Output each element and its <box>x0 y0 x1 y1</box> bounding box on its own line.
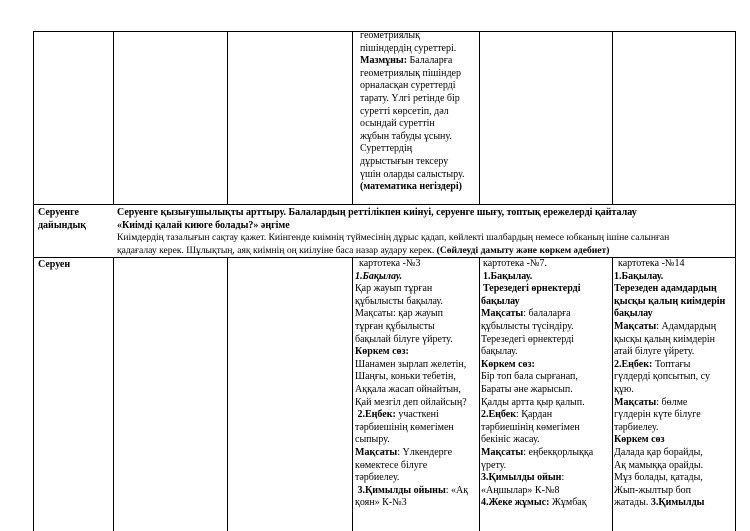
work-line <box>481 409 611 422</box>
goal-label: Мақсаты <box>355 446 398 458</box>
text-line: қоян» К-№3 <box>355 497 407 509</box>
text-line: тәрбиешінің көмегімен <box>355 421 454 433</box>
text-span: : Қардан <box>516 409 553 421</box>
goal-label: Мақсаты <box>614 320 657 332</box>
text-line: үшін оларды салыстыру. <box>360 168 465 180</box>
art-word-label: Көркем сөз: <box>481 358 535 370</box>
col-line-2b <box>227 257 228 531</box>
text-line: дұрыстығын тексеру <box>360 155 449 167</box>
text-span: : еңбекқорлыққа <box>523 446 594 458</box>
text-span: жатады. <box>614 497 649 509</box>
goal-label: Мақсаты <box>481 446 524 458</box>
card-number: картотека -№3 <box>359 258 421 269</box>
poem-line: Бір топ бала сырғанап, <box>481 371 578 383</box>
text-line: көмектесе білуге <box>355 459 428 471</box>
prep-row-content <box>117 207 737 257</box>
text-span: : Үлкендерге <box>397 446 453 458</box>
text-line: гүлдерін күте білуге <box>614 409 701 421</box>
goal-label: Мақсаты <box>481 308 524 320</box>
text-line: үрету. <box>481 459 507 471</box>
poem-line: Аққала жасап ойнайтын, <box>355 383 461 395</box>
text-line: Суреттердің <box>360 143 413 155</box>
col-line-2 <box>227 31 228 205</box>
col-line-0 <box>33 31 34 531</box>
individual-work-line <box>481 497 611 510</box>
prep-line-1: Серуенге қызығушылықты арттыру. Балалардың реттілікпен киінуі, серуенге шығу, топтық ережелерді қайталау <box>117 207 637 218</box>
text-span: Топтағы <box>652 358 691 370</box>
poem-line: Ақ мамыққа орайды. <box>614 459 704 471</box>
text-line: тарату. Үлгі ретінде бір <box>360 92 460 104</box>
text-line: сыпыру. <box>355 434 390 446</box>
walk-col6-cell <box>614 258 736 510</box>
observation-heading: 1.Бақылау. <box>355 270 403 282</box>
text-line: Терезедегі өрнектерді <box>483 283 581 295</box>
observation-heading: 1.Бақылау. <box>614 270 664 282</box>
art-word-label: Көркем сөз: <box>355 346 409 358</box>
text-line: бақылау <box>614 308 653 320</box>
col-line-4b <box>479 257 480 531</box>
content-label: Мазмұны: <box>360 55 408 67</box>
text-line: жұбын табуды ұсыну. <box>360 130 452 142</box>
prep-line-2: «Киімді қалай киюге болады?» әңгіме <box>117 219 290 231</box>
content-line: Мазмұны: Балаларға <box>360 55 453 67</box>
game-label: 3.Қимылды ойыны <box>357 484 446 496</box>
text-span: Жұмбақ <box>551 497 587 509</box>
poem-line: Бараты әне жарысып. <box>481 383 573 395</box>
game-line <box>355 485 479 498</box>
text-line: құю. <box>614 383 634 395</box>
goal-line <box>614 321 736 334</box>
goal-line <box>481 308 611 321</box>
poem-line: Жып-жылтыр боп <box>614 484 692 496</box>
work-label: 2.Еңбек <box>481 409 516 421</box>
text-line: «Аңшылар» К-№8 <box>481 484 560 496</box>
text-line: Серуенге <box>38 207 79 218</box>
text-span: : балаларға <box>523 308 571 320</box>
text-line: осындай суреттін <box>360 118 435 130</box>
poem-line: Мұз болады, қатады, <box>614 472 703 484</box>
text-line: дайындық <box>38 219 87 231</box>
text-span: қадағалау керек. Шұлықтың, аяқ киімнің оң киілуіне баса назар аудару керек. <box>117 244 435 256</box>
text-line: орналасқан суреттерді <box>360 80 456 92</box>
row-divider-1 <box>33 204 736 205</box>
prep-line-3: Киімдердің тазалығын сақтау қажет. Киінгенде киімнің түймесінің дұрыс қадап, көйлекті шалбардың немесе юбканың ішіне салынған <box>117 232 670 244</box>
poem-line: Шаңғы, коньки тебетін, <box>355 371 456 383</box>
text-line: бақылау. <box>481 346 518 358</box>
poem-line: Шанамен зырлап желетін, <box>355 358 467 370</box>
top-col4-cell <box>360 30 478 194</box>
text-span: участкені <box>398 409 439 421</box>
text-line: Серуен <box>38 259 71 270</box>
text-line: тәрбиешінің көмегімен <box>481 421 580 433</box>
col-line-4 <box>479 31 480 205</box>
col-line-3b <box>352 257 353 531</box>
text-span: : «Ақ <box>445 484 469 496</box>
poem-line: Қай мезгіл деп ойлайсың? <box>355 396 467 408</box>
text-line: Қар жауып тұрған <box>355 283 433 295</box>
text-line: тәрбиелеу. <box>355 472 400 484</box>
goal-label: Мақсаты <box>614 396 657 408</box>
text-line: құбылысты түсіндіру. <box>481 320 574 332</box>
text-line: тәрбиелеу. <box>614 421 659 433</box>
col-line-5b <box>612 257 613 531</box>
col-line-1 <box>113 31 114 205</box>
text-line: Мақсаты: қар жауып <box>355 308 444 320</box>
poem-line: Қалды артта қыр қалып. <box>481 396 585 408</box>
text-span: : Адамдардың <box>656 320 717 332</box>
poem-line: Далада қар борайды, <box>614 446 703 458</box>
goal-line <box>355 447 479 460</box>
text-line: атай білуге үйрету. <box>614 346 695 358</box>
work-line <box>614 359 736 372</box>
goal-line <box>481 447 611 460</box>
prep-subject-tag: (Сөйлеуді дамыту және көркем әдебиет) <box>436 244 610 256</box>
text-span: : <box>561 472 565 484</box>
text-span: : бөлме <box>656 396 688 408</box>
individual-work-label: 4.Жеке жұмыс: <box>481 497 550 509</box>
prep-line-4 <box>117 245 737 258</box>
work-label: 2.Еңбек: <box>614 358 653 370</box>
col-line-5 <box>612 31 613 205</box>
goal-line <box>614 397 736 410</box>
walk-col5-cell <box>481 258 611 510</box>
text-line: геометриялық <box>360 30 420 41</box>
walk-col4-cell <box>355 258 479 510</box>
text-line: бекініс жасау. <box>481 434 540 446</box>
game-label: 3.Қимылды ойын <box>481 472 562 484</box>
poem-end-line <box>614 497 736 510</box>
text-line: Терезеден адамдардың <box>614 283 717 295</box>
game-line <box>481 472 611 485</box>
prep-row-label <box>38 207 112 232</box>
text-line: қысқы қалың киімдерін <box>614 333 716 345</box>
text-line: суретті көрсетіп, дәл <box>360 105 449 117</box>
observation-heading: 1.Бақылау. <box>483 270 533 282</box>
work-label: 2.Еңбек: <box>357 409 396 421</box>
text-line: Терезедегі өрнектерді <box>481 333 574 345</box>
col-line-1b <box>113 257 114 531</box>
text-line: құбылысты бақылау. <box>355 295 443 307</box>
text-line: бақылай білуге үйрету. <box>355 333 453 345</box>
card-number: картотека -№7. <box>483 258 547 269</box>
game-label: 3.Қимылды <box>650 497 705 509</box>
walk-row-label <box>38 259 112 272</box>
text-line: қысқы қалың киімдерін <box>614 295 726 307</box>
text-line: бақылау <box>481 295 520 307</box>
work-line <box>355 409 479 422</box>
text-line: пішіндердің суреттері. <box>360 42 457 54</box>
art-word-label: Көркем сөз <box>614 434 665 446</box>
text-line: тұрған құбылысты <box>355 320 435 332</box>
col-line-3 <box>352 31 353 205</box>
card-number: картотека -№14 <box>618 258 685 269</box>
subject-tag: (математика негіздері) <box>360 181 462 193</box>
text-line: гүлдерді қопсытып, су <box>614 371 710 383</box>
text-line: геометриялық пішіндер <box>360 67 461 79</box>
